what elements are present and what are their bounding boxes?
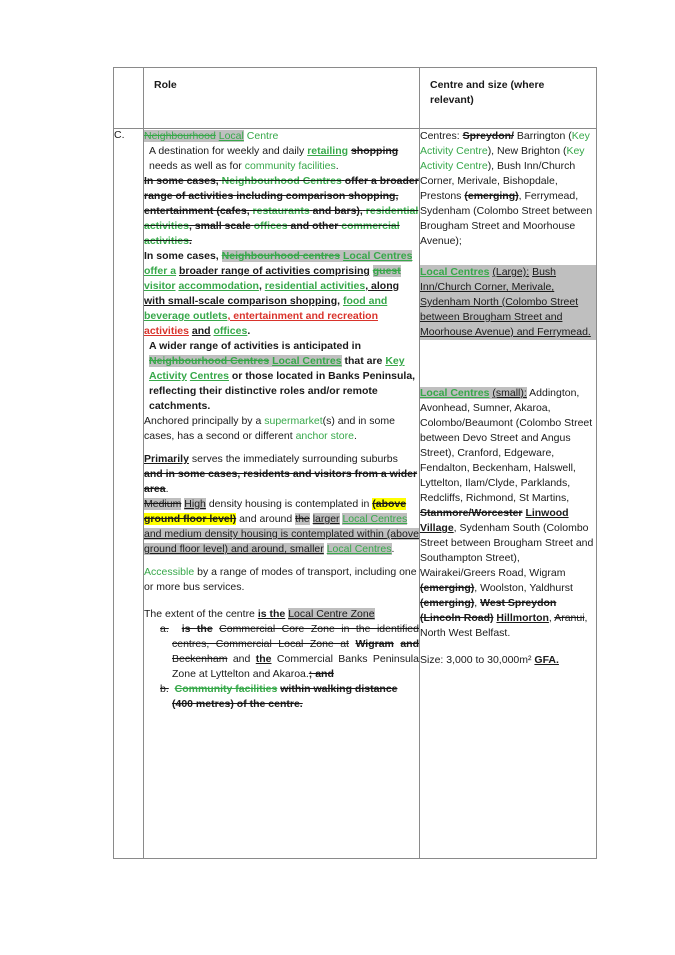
row-letter: C. — [114, 129, 144, 859]
header-empty-cell — [114, 68, 144, 129]
table-header-row — [114, 68, 597, 129]
role-deleted-paragraph: In some cases, Neighbourhood Centres offer a broader range of activities including comparison shopping, entertainment (cafes, restaurants and bars), residential activities, small scale offices and other commercial activities. — [144, 175, 419, 247]
role-centre-table — [113, 67, 597, 859]
header-centre-size: Centre and size (where relevant) — [420, 68, 597, 129]
role-wider-range-paragraph: A wider range of activities is anticipated in Neighbourhood Centres Local Centres that are Key Activity Centres or those located in Banks Peninsula, reflecting their distinctive roles and/or remote catchments. — [149, 340, 416, 412]
role-destination-paragraph: A destination for weekly and daily retailing shopping needs as well as for community facilities. — [149, 145, 399, 172]
role-housing-paragraph: Medium High density housing is contemplated in (above ground floor level) and around the larger Local Centres and medium density housing is contemplated within (above ground floor level) and around, smaller Local Centres. — [144, 498, 419, 555]
role-extent-paragraph: The extent of the centre is the Local Centre Zone — [144, 608, 375, 620]
list-item: a. is the Commercial Core Zone in the identified centres, Commercial Local Zone at Wigram and Beckenham and the Commercial Banks Peninsula Zone at Lyttelton and Akaroa.; and — [160, 623, 420, 680]
role-title: Neighbourhood Local Centre — [144, 130, 279, 142]
role-anchored-paragraph: Anchored principally by a supermarket(s) and in some cases, has a second or different anchor store. — [144, 415, 395, 442]
role-accessible-paragraph: Accessible by a range of modes of transport, including one or more bus services. — [144, 566, 417, 593]
centres-size: Size: 3,000 to 30,000m² GFA. — [420, 654, 559, 666]
role-broader-range-paragraph: In some cases, Neighbourhood centres Local Centres offer a broader range of activities comprising guest visitor accommodation, residential activities, along with small-scale comparison shopping, food and beverage outlets, entertainment and recreation activities and offices. — [144, 250, 413, 337]
extent-list — [144, 622, 419, 712]
list-item: b. Community facilities within walking distance (400 metres) of the centre. — [160, 683, 398, 710]
header-role: Role — [144, 68, 420, 129]
centres-large-paragraph: Local Centres (Large): Bush Inn/Church Corner, Merivale, Sydenham North (Colombo Street between Brougham Street and Moorhouse Avenue) and Ferrymead. — [420, 265, 596, 340]
centre-size-cell — [420, 129, 597, 859]
centres-key-activity-paragraph: Centres: Spreydon/ Barrington (Key Activity Centre), New Brighton (Key Activity Centre), Bush Inn/Church Corner, Merivale, Bishopdale, Prestons (emerging), Ferrymead, Sydenham (Colombo Street between Brougham Street and Moorhouse Avenue); — [420, 130, 593, 247]
table-row — [114, 129, 597, 859]
role-cell — [144, 129, 420, 859]
role-primarily-paragraph: Primarily serves the immediately surrounding suburbs and in some cases, residents and visitors from a wider area. — [144, 453, 418, 495]
centres-small-paragraph: Local Centres (small): Addington, Avonhead, Sumner, Akaroa, Colombo/Beaumont (Colombo Street between Devo Street and Angus Street), Cranford, Edgeware, Fendalton, Beckenham, Halswell, Lyttelton, Ilam/Clyde, Parklands, Redcliffs, Richmond, St Martins, Stanmore/Worcester Linwood Village, Sydenham South (Colombo Street between Brougham Street and Southampton Street), Wairakei/Greers Road, Wigram (emerging), Woolston, Yaldhurst (emerging), West Spreydon (Lincoln Road) Hillmorton, Aranui, North West Belfast. — [420, 387, 594, 639]
